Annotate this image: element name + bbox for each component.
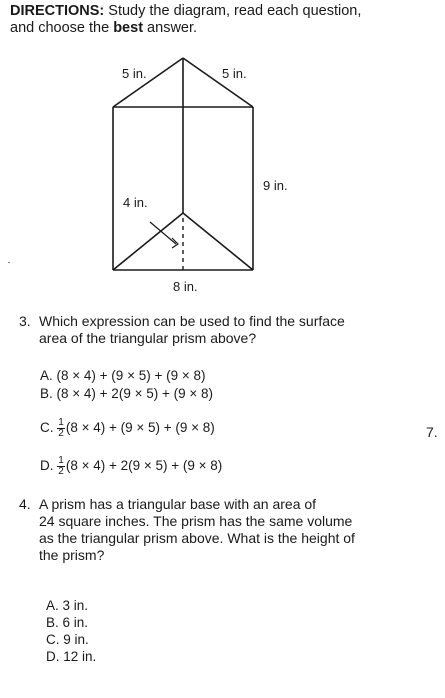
question-4-text-line-2: 24 square inches. The prism has the same volume <box>39 513 353 529</box>
question-3-text-line-2: area of the triangular prism above? <box>39 330 257 346</box>
base-triangle-right-edge <box>183 213 253 270</box>
directions-label: DIRECTIONS: <box>10 3 105 19</box>
triangular-prism-diagram <box>0 0 445 300</box>
question-4-text-line-4: the prism? <box>39 547 105 563</box>
side-question-number: 7. <box>426 424 438 440</box>
question-4-option-c[interactable]: C. 9 in. <box>46 632 89 647</box>
question-4-number: 4. <box>19 496 31 512</box>
label-base: 8 in. <box>173 279 198 294</box>
question-3 <box>19 313 419 347</box>
question-4-option-a[interactable]: A. 3 in. <box>46 598 89 613</box>
question-3-text-line-1: Which expression can be used to find the surface <box>39 313 345 329</box>
label-height: 9 in. <box>263 178 288 193</box>
margin-mark <box>8 262 10 263</box>
label-top-left: 5 in. <box>122 66 147 81</box>
fraction-one-half: $\frac{1}{2}$ <box>58 455 64 477</box>
question-3-option-b[interactable]: B. (8 × 4) + 2(9 × 5) + (9 × 8) <box>40 386 213 401</box>
question-4-text-line-3: as the triangular prism above. What is the height of <box>39 530 355 546</box>
directions-line-2: and choose the best answer. <box>10 20 198 36</box>
question-4-option-d[interactable]: D. 12 in. <box>46 649 97 664</box>
label-top-right: 5 in. <box>222 66 247 81</box>
question-3-number: 3. <box>19 313 31 329</box>
question-4-option-b[interactable]: B. 6 in. <box>46 615 89 630</box>
question-4-text-line-1: A prism has a triangular base with an area of <box>39 496 317 512</box>
directions-line-1: DIRECTIONS: Study the diagram, read each question, <box>10 3 362 19</box>
question-4 <box>19 496 434 564</box>
question-3-option-c[interactable]: C. $\frac{1}{2}$ (8 × 4) + (9 × 5) + (9 × 8) <box>40 417 215 439</box>
question-3-option-a[interactable]: A. (8 × 4) + (9 × 5) + (9 × 8) <box>40 368 206 383</box>
question-3-option-d[interactable]: D. $\frac{1}{2}$ (8 × 4) + 2(9 × 5) + (9 × 8) <box>40 455 223 477</box>
slant-hint-line <box>150 222 176 244</box>
fraction-one-half: $\frac{1}{2}$ <box>58 417 64 439</box>
label-triangle-height: 4 in. <box>123 195 148 210</box>
